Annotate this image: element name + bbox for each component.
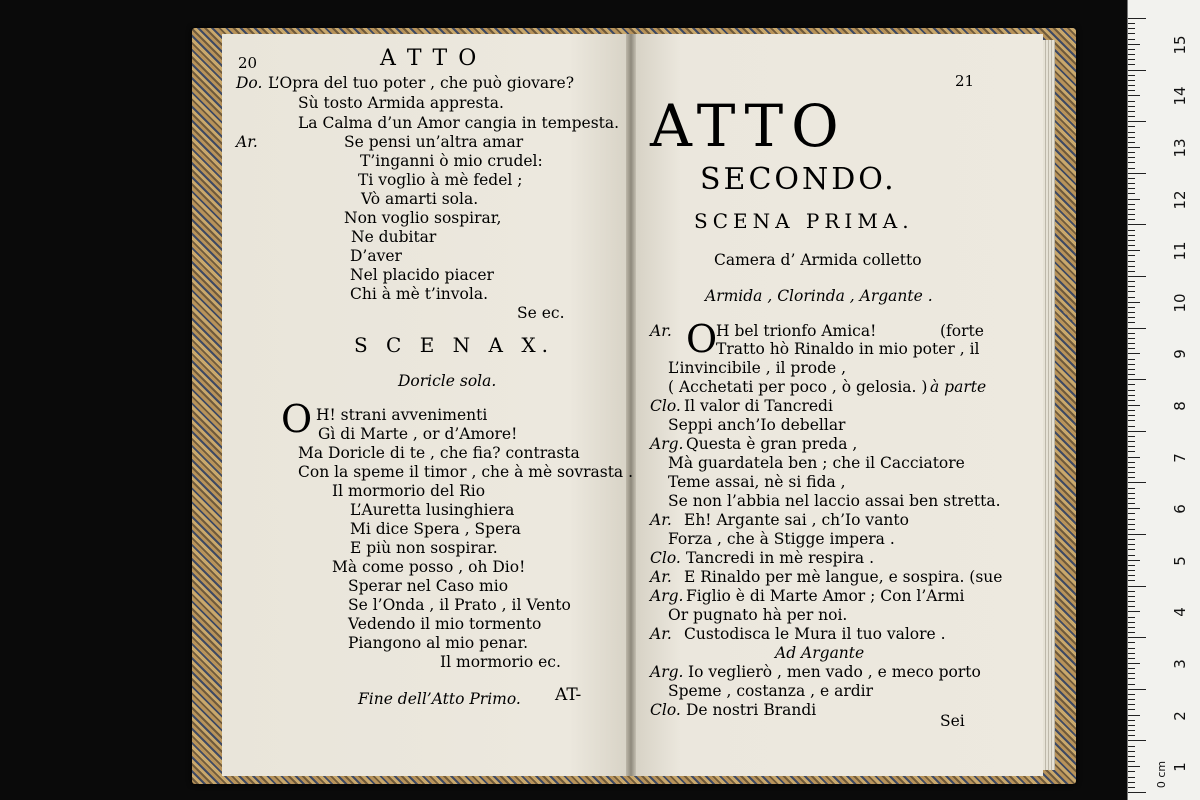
verse-line: Speme , costanza , e ardir (668, 682, 874, 700)
ruler-tick (1128, 549, 1135, 550)
ruler-tick (1128, 648, 1135, 649)
speaker-label: Arg. (650, 435, 684, 453)
verse-line: E Rinaldo per mè langue, e sospira. (sue (684, 568, 1003, 586)
ruler-tick (1128, 740, 1146, 741)
verse-line: Chi à mè t’invola. (350, 285, 489, 303)
ruler-tick (1128, 524, 1135, 525)
ruler-tick (1128, 477, 1135, 478)
speaker-label: Ar. (650, 625, 672, 643)
ruler-tick (1128, 451, 1135, 452)
ruler-tick (1128, 782, 1135, 783)
verse-line: Custodisca le Mura il tuo valore . (684, 625, 946, 643)
ruler-tick (1128, 121, 1146, 122)
ruler-tick (1128, 720, 1135, 721)
ruler-tick (1128, 415, 1135, 416)
ruler-tick (1128, 297, 1135, 298)
ruler-tick (1128, 570, 1135, 571)
verse-line: Eh! Argante sai , ch’Io vanto (684, 511, 909, 529)
ruler-tick (1128, 302, 1140, 303)
ruler-tick (1128, 771, 1135, 772)
right-page-number: 21 (955, 72, 975, 90)
verse-line: L’Auretta lusinghiera (350, 501, 515, 519)
verse-line: H! strani avvenimenti (316, 406, 488, 424)
verse-line: D’aver (350, 247, 402, 265)
ruler-tick (1128, 328, 1146, 329)
verse-line: Ma Doricle di te , che fia? contrasta (298, 444, 580, 462)
ruler-tick (1128, 39, 1135, 40)
ruler-tick (1128, 338, 1135, 339)
scene-persons: Armida , Clorinda , Argante . (705, 287, 933, 305)
verse-line: Ti voglio à mè fedel ; (358, 171, 523, 189)
ruler-tick (1128, 472, 1135, 473)
ruler-tick (1128, 694, 1135, 695)
ruler-number: 9 (1171, 349, 1189, 360)
speaker-label: Clo. (650, 701, 681, 719)
verse-line: Nel placido piacer (350, 266, 494, 284)
ruler-tick (1128, 369, 1135, 370)
ruler-number: 14 (1171, 86, 1189, 106)
verse-line: L’invincibile , il prode , (668, 359, 847, 377)
ruler-tick (1128, 555, 1135, 556)
ruler-tick (1128, 85, 1135, 86)
left-page-number: 20 (238, 54, 258, 72)
speaker-label: Ar. (650, 511, 672, 529)
ruler-tick (1128, 59, 1135, 60)
ruler-tick (1128, 792, 1146, 793)
act-end-line: Fine dell’Atto Primo. (358, 690, 521, 708)
verse-line: Figlio è di Marte Amor ; Con l’Armi (686, 587, 965, 605)
ruler-tick (1128, 457, 1140, 458)
verse-line: Il mormorio ec. (440, 653, 561, 671)
ruler-tick (1128, 90, 1135, 91)
ruler-tick (1128, 575, 1135, 576)
ruler-tick (1128, 379, 1146, 380)
ruler-tick (1128, 426, 1135, 427)
stage-direction: (forte (940, 322, 984, 340)
speaker-label: Clo. (650, 549, 681, 567)
ruler-tick (1128, 658, 1135, 659)
ruler-tick (1128, 317, 1135, 318)
ruler-tick (1128, 787, 1135, 788)
verse-line: Sperar nel Caso mio (348, 577, 509, 595)
act-subtitle: SECONDO. (700, 162, 897, 197)
verse-line: E più non sospirar. (350, 539, 498, 557)
ruler-tick (1128, 291, 1135, 292)
ruler-tick (1128, 653, 1135, 654)
ruler-tick (1128, 632, 1135, 633)
left-scene-heading: S C E N A X. (354, 333, 554, 357)
verse-line: Se pensi un’altra amar (344, 133, 524, 151)
book-gutter (626, 34, 636, 776)
ruler-tick (1128, 214, 1135, 215)
ruler-tick (1128, 312, 1135, 313)
ruler-tick (1128, 64, 1135, 65)
ruler-tick (1128, 142, 1135, 143)
left-running-head: A T T O (380, 46, 479, 71)
ruler-tick (1128, 157, 1135, 158)
verse-line: Gì di Marte , or d’Amore! (318, 425, 518, 443)
verse-line: Vedendo il mio tormento (348, 615, 542, 633)
ruler-tick (1128, 162, 1135, 163)
ruler-number: 4 (1171, 607, 1189, 618)
verse-line: Ne dubitar (351, 228, 437, 246)
ruler-tick (1128, 493, 1135, 494)
ruler-tick (1128, 678, 1135, 679)
verse-line: T’inganni ò mio crudel: (360, 152, 543, 170)
drop-cap: O (686, 317, 718, 361)
ruler-tick (1128, 250, 1140, 251)
ruler-tick (1128, 23, 1135, 24)
ruler-tick (1128, 498, 1135, 499)
ruler-tick (1128, 544, 1135, 545)
ruler-tick (1128, 230, 1135, 231)
ruler-tick (1128, 18, 1146, 19)
ruler-tick (1128, 735, 1135, 736)
act-title: ATTO (650, 92, 847, 160)
verse-line: Io veglierò , men vado , e meco porto (688, 663, 981, 681)
ruler-tick (1128, 204, 1135, 205)
ruler-tick (1128, 353, 1140, 354)
ruler-tick (1128, 152, 1135, 153)
ruler-tick (1128, 766, 1140, 767)
ruler-tick (1128, 333, 1135, 334)
ruler-tick (1128, 431, 1146, 432)
ruler-tick (1128, 245, 1135, 246)
ruler-tick (1128, 751, 1135, 752)
ruler-tick (1128, 80, 1135, 81)
ruler-tick (1128, 642, 1135, 643)
ruler-tick (1128, 359, 1135, 360)
ruler-tick (1128, 271, 1135, 272)
ruler-tick (1128, 565, 1135, 566)
ruler-tick (1128, 307, 1135, 308)
left-catchword: AT- (555, 685, 582, 705)
verse-line: Sù tosto Armida appresta. (298, 94, 504, 112)
ruler-tick (1128, 436, 1135, 437)
ruler-tick (1128, 410, 1135, 411)
ruler-tick (1128, 777, 1135, 778)
ruler-tick (1128, 596, 1135, 597)
ruler-tick (1128, 761, 1135, 762)
verse-line: Il mormorio del Rio (332, 482, 486, 500)
verse-line: Se l’Onda , il Prato , il Vento (348, 596, 571, 614)
ruler-tick (1128, 95, 1140, 96)
speaker-label: Do. (236, 74, 263, 92)
ruler-tick (1128, 75, 1135, 76)
ruler-tick (1128, 101, 1135, 102)
ruler-tick (1128, 611, 1140, 612)
ruler-tick (1128, 276, 1146, 277)
ruler-tick (1128, 106, 1135, 107)
ruler-tick (1128, 586, 1146, 587)
speaker-label: Arg. (650, 663, 684, 681)
ruler-tick (1128, 462, 1135, 463)
ruler-tick (1128, 28, 1135, 29)
ruler-tick (1128, 725, 1135, 726)
ruler-tick (1128, 266, 1135, 267)
right-catchword: Sei (940, 712, 965, 730)
ruler-number: 11 (1171, 241, 1189, 261)
verse-line: Vò amarti sola. (361, 190, 479, 208)
ruler-tick (1128, 384, 1135, 385)
ruler-tick (1128, 390, 1135, 391)
verse-line: Mi dice Spera , Spera (350, 520, 521, 538)
verse-line: L’Opra del tuo poter , che può giovare? (268, 74, 575, 92)
right-scene-heading: SCENA PRIMA. (694, 209, 914, 233)
ruler-tick (1128, 70, 1146, 71)
ruler-tick (1128, 709, 1135, 710)
scene-setting: Camera d’ Armida colletto (714, 251, 922, 269)
ruler-tick (1128, 400, 1135, 401)
ruler-tick (1128, 343, 1135, 344)
ruler-tick (1128, 395, 1135, 396)
verse-line: La Calma d’un Amor cangia in tempesta. (298, 114, 620, 132)
ruler-tick (1128, 519, 1135, 520)
ruler-tick (1128, 617, 1135, 618)
speaker-label: Ar. (236, 133, 258, 151)
verse-line: Se ec. (517, 304, 565, 322)
ruler-tick (1128, 322, 1135, 323)
ruler-tick (1128, 673, 1135, 674)
ruler-tick (1128, 715, 1140, 716)
ruler-tick (1128, 286, 1135, 287)
ruler-tick (1128, 529, 1135, 530)
ruler-tick (1128, 281, 1135, 282)
ruler-tick (1128, 137, 1135, 138)
verse-line: ( Acchetati per poco , ò gelosia. ) (668, 378, 928, 396)
ruler-tick (1128, 364, 1135, 365)
ruler-number: 3 (1171, 659, 1189, 669)
verse-line: De nostri Brandi (686, 701, 817, 719)
ruler-tick (1128, 44, 1140, 45)
ruler-number: 12 (1171, 190, 1189, 210)
ruler-number: 5 (1171, 556, 1189, 566)
ruler-tick (1128, 756, 1135, 757)
speaker-label: Arg. (650, 587, 684, 605)
ruler-tick (1128, 261, 1135, 262)
ruler-tick (1128, 240, 1135, 241)
ruler-tick (1128, 441, 1135, 442)
verse-line: Tancredi in mè respira . (686, 549, 875, 567)
stage-direction: Ad Argante (775, 644, 865, 662)
ruler-tick (1128, 580, 1135, 581)
ruler-tick (1128, 446, 1135, 447)
ruler-tick (1128, 622, 1135, 623)
ruler-number: 10 (1171, 293, 1189, 313)
ruler-tick (1128, 255, 1135, 256)
verse-line: Se non l’abbia nel laccio assai ben stretta. (668, 492, 1001, 510)
ruler-tick (1128, 508, 1140, 509)
measuring-ruler (1127, 0, 1200, 800)
ruler-tick (1128, 199, 1140, 200)
ruler-tick (1128, 488, 1135, 489)
ruler-tick (1128, 627, 1135, 628)
ruler-tick (1128, 591, 1135, 592)
ruler-tick (1128, 534, 1146, 535)
ruler-tick (1128, 704, 1135, 705)
ruler-number: 2 (1171, 710, 1189, 721)
ruler-tick (1128, 503, 1135, 504)
ruler-tick (1128, 730, 1135, 731)
ruler-tick (1128, 560, 1140, 561)
ruler-tick (1128, 606, 1135, 607)
verse-line: Teme assai, nè si fida , (668, 473, 846, 491)
verse-line: Or pugnato hà per noi. (668, 606, 848, 624)
speaker-label: Ar. (650, 322, 672, 340)
ruler-tick (1128, 188, 1135, 189)
ruler-number: 15 (1171, 35, 1189, 55)
verse-line: Seppi anch’Io debellar (668, 416, 846, 434)
ruler-tick (1128, 147, 1140, 148)
ruler-tick (1128, 539, 1135, 540)
verse-line: Con la speme il timor , che à mè sovrasta . (298, 463, 634, 481)
ruler-tick (1128, 33, 1135, 34)
ruler-tick (1128, 132, 1135, 133)
verse-line: Questa è gran preda , (686, 435, 858, 453)
ruler-tick (1128, 746, 1135, 747)
verse-line: Tratto hò Rinaldo in mio poter , il (716, 340, 980, 358)
ruler-tick (1128, 178, 1135, 179)
ruler-tick (1128, 168, 1135, 169)
ruler-tick (1128, 482, 1146, 483)
ruler-tick (1128, 668, 1135, 669)
ruler-tick (1128, 637, 1146, 638)
verse-line: Mà guardatela ben ; che il Cacciatore (668, 454, 965, 472)
verse-line: Piangono al mio penar. (348, 634, 529, 652)
ruler-tick (1128, 173, 1146, 174)
verse-line: Forza , che à Stigge impera . (668, 530, 895, 548)
ruler-tick (1128, 699, 1135, 700)
ruler-tick (1128, 348, 1135, 349)
speaker-label: Clo. (650, 397, 681, 415)
ruler-tick (1128, 224, 1146, 225)
drop-cap: O (281, 397, 313, 441)
ruler-number: 1 (1171, 762, 1189, 772)
ruler-tick (1128, 54, 1135, 55)
ruler-tick (1128, 467, 1135, 468)
ruler-number: 13 (1171, 138, 1189, 158)
verse-line: Non voglio sospirar, (344, 209, 502, 227)
ruler-tick (1128, 663, 1140, 664)
ruler-tick (1128, 111, 1135, 112)
ruler-tick (1128, 374, 1135, 375)
ruler-tick (1128, 513, 1135, 514)
scene-persons: Doricle sola. (398, 372, 497, 390)
ruler-number: 8 (1171, 401, 1189, 411)
ruler-tick (1128, 689, 1146, 690)
ruler-tick (1128, 209, 1135, 210)
ruler-tick (1128, 219, 1135, 220)
ruler-tick (1128, 235, 1135, 236)
page-edges (1043, 40, 1055, 770)
ruler-tick (1128, 420, 1135, 421)
ruler-number: 6 (1171, 504, 1189, 514)
ruler-tick (1128, 183, 1135, 184)
ruler-tick (1128, 116, 1135, 117)
ruler-tick (1128, 601, 1135, 602)
ruler-tick (1128, 126, 1135, 127)
ruler-tick (1128, 405, 1140, 406)
speaker-label: Ar. (650, 568, 672, 586)
stage-direction: à parte (930, 378, 987, 396)
ruler-tick (1128, 684, 1135, 685)
ruler-number: 7 (1171, 452, 1189, 463)
ruler-unit-label: 0 cm (1155, 760, 1169, 789)
verse-line: Il valor di Tancredi (684, 397, 833, 415)
ruler-tick (1128, 193, 1135, 194)
ruler-tick (1128, 49, 1135, 50)
verse-line: Mà come posso , oh Dio! (332, 558, 526, 576)
verse-line: H bel trionfo Amica! (716, 322, 877, 340)
